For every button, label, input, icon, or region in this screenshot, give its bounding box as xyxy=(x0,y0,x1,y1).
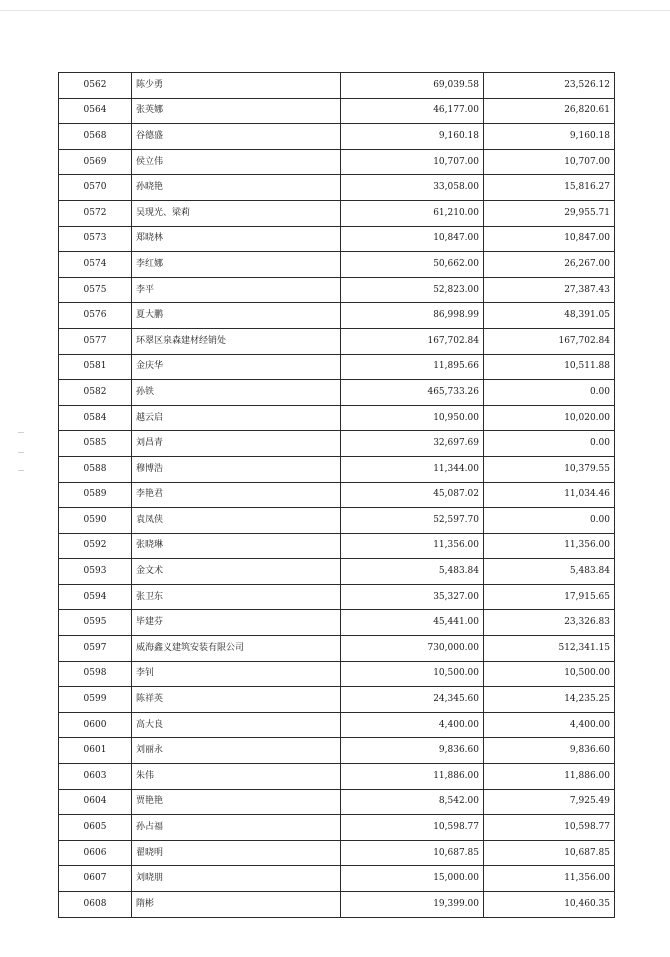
row-balance: 10,687.85 xyxy=(484,840,615,866)
row-balance: 512,341.15 xyxy=(484,636,615,662)
row-name: 李艳君 xyxy=(132,482,341,508)
row-balance: 10,707.00 xyxy=(484,149,615,175)
row-code: 0603 xyxy=(59,764,132,790)
row-amount: 465,733.26 xyxy=(341,380,484,406)
row-name: 隋彬 xyxy=(132,892,341,918)
table-row xyxy=(59,226,615,252)
row-amount: 69,039.58 xyxy=(341,73,484,99)
row-amount: 24,345.60 xyxy=(341,687,484,713)
table-row xyxy=(59,661,615,687)
table-row xyxy=(59,866,615,892)
row-name: 张卫东 xyxy=(132,584,341,610)
row-amount: 50,662.00 xyxy=(341,252,484,278)
row-name: 郑晓林 xyxy=(132,226,341,252)
row-code: 0594 xyxy=(59,584,132,610)
row-name: 孙铁 xyxy=(132,380,341,406)
row-name: 吴现光、梁莉 xyxy=(132,200,341,226)
ledger-body xyxy=(59,73,615,918)
row-balance: 15,816.27 xyxy=(484,175,615,201)
row-balance: 10,847.00 xyxy=(484,226,615,252)
row-amount: 730,000.00 xyxy=(341,636,484,662)
row-code: 0564 xyxy=(59,98,132,124)
row-amount: 45,441.00 xyxy=(341,610,484,636)
row-code: 0577 xyxy=(59,328,132,354)
row-name: 张晓琳 xyxy=(132,533,341,559)
margin-mark xyxy=(18,452,24,453)
table-row xyxy=(59,175,615,201)
row-amount: 15,000.00 xyxy=(341,866,484,892)
table-row xyxy=(59,610,615,636)
row-balance: 48,391.05 xyxy=(484,303,615,329)
row-name: 朱伟 xyxy=(132,764,341,790)
row-balance: 17,915.65 xyxy=(484,584,615,610)
row-amount: 11,895.66 xyxy=(341,354,484,380)
row-code: 0592 xyxy=(59,533,132,559)
table-row xyxy=(59,840,615,866)
row-balance: 0.00 xyxy=(484,380,615,406)
table-row xyxy=(59,252,615,278)
row-balance: 23,526.12 xyxy=(484,73,615,99)
row-name: 刘丽永 xyxy=(132,738,341,764)
row-code: 0607 xyxy=(59,866,132,892)
row-code: 0595 xyxy=(59,610,132,636)
row-amount: 10,707.00 xyxy=(341,149,484,175)
row-name: 刘晓朋 xyxy=(132,866,341,892)
row-name: 李平 xyxy=(132,277,341,303)
table-row xyxy=(59,456,615,482)
row-name: 穆博浩 xyxy=(132,456,341,482)
row-code: 0599 xyxy=(59,687,132,713)
row-code: 0600 xyxy=(59,712,132,738)
ledger-table xyxy=(58,72,615,918)
row-balance: 10,460.35 xyxy=(484,892,615,918)
row-amount: 61,210.00 xyxy=(341,200,484,226)
table-row xyxy=(59,764,615,790)
row-balance: 0.00 xyxy=(484,431,615,457)
row-code: 0581 xyxy=(59,354,132,380)
row-code: 0573 xyxy=(59,226,132,252)
row-name: 侯立伟 xyxy=(132,149,341,175)
row-name: 刘昌青 xyxy=(132,431,341,457)
table-row xyxy=(59,98,615,124)
row-balance: 26,267.00 xyxy=(484,252,615,278)
row-name: 翟晓明 xyxy=(132,840,341,866)
row-name: 毕建芬 xyxy=(132,610,341,636)
row-code: 0562 xyxy=(59,73,132,99)
page-top-edge xyxy=(0,0,670,11)
row-amount: 4,400.00 xyxy=(341,712,484,738)
row-balance: 10,598.77 xyxy=(484,815,615,841)
row-amount: 33,058.00 xyxy=(341,175,484,201)
row-amount: 86,998.99 xyxy=(341,303,484,329)
row-balance: 23,326.83 xyxy=(484,610,615,636)
table-row xyxy=(59,815,615,841)
row-balance: 11,356.00 xyxy=(484,866,615,892)
row-name: 孙晓艳 xyxy=(132,175,341,201)
table-row xyxy=(59,380,615,406)
row-code: 0572 xyxy=(59,200,132,226)
margin-mark xyxy=(18,470,24,471)
row-amount: 52,823.00 xyxy=(341,277,484,303)
row-balance: 11,034.46 xyxy=(484,482,615,508)
row-amount: 45,087.02 xyxy=(341,482,484,508)
row-code: 0582 xyxy=(59,380,132,406)
row-amount: 19,399.00 xyxy=(341,892,484,918)
row-code: 0590 xyxy=(59,508,132,534)
row-amount: 10,687.85 xyxy=(341,840,484,866)
row-code: 0606 xyxy=(59,840,132,866)
row-amount: 10,500.00 xyxy=(341,661,484,687)
row-code: 0605 xyxy=(59,815,132,841)
row-name: 袁凤侠 xyxy=(132,508,341,534)
row-name: 陈祥英 xyxy=(132,687,341,713)
table-row xyxy=(59,328,615,354)
row-amount: 5,483.84 xyxy=(341,559,484,585)
table-row xyxy=(59,892,615,918)
row-name: 李钊 xyxy=(132,661,341,687)
row-name: 威海鑫义建筑安装有限公司 xyxy=(132,636,341,662)
row-code: 0604 xyxy=(59,789,132,815)
table-row xyxy=(59,584,615,610)
row-balance: 9,836.60 xyxy=(484,738,615,764)
row-amount: 9,836.60 xyxy=(341,738,484,764)
table-row xyxy=(59,303,615,329)
row-balance: 14,235.25 xyxy=(484,687,615,713)
row-code: 0576 xyxy=(59,303,132,329)
row-code: 0570 xyxy=(59,175,132,201)
row-name: 陈少勇 xyxy=(132,73,341,99)
row-balance: 4,400.00 xyxy=(484,712,615,738)
row-name: 越云启 xyxy=(132,405,341,431)
row-amount: 10,598.77 xyxy=(341,815,484,841)
row-name: 李红娜 xyxy=(132,252,341,278)
row-amount: 11,886.00 xyxy=(341,764,484,790)
table-row xyxy=(59,789,615,815)
table-row xyxy=(59,559,615,585)
table-row xyxy=(59,482,615,508)
row-code: 0589 xyxy=(59,482,132,508)
table-row xyxy=(59,354,615,380)
row-code: 0575 xyxy=(59,277,132,303)
table-row xyxy=(59,738,615,764)
row-name: 高大良 xyxy=(132,712,341,738)
table-row xyxy=(59,73,615,99)
table-row xyxy=(59,712,615,738)
row-balance: 10,020.00 xyxy=(484,405,615,431)
row-name: 环翠区泉森建材经销处 xyxy=(132,328,341,354)
row-amount: 8,542.00 xyxy=(341,789,484,815)
row-amount: 32,697.69 xyxy=(341,431,484,457)
row-amount: 52,597.70 xyxy=(341,508,484,534)
row-code: 0597 xyxy=(59,636,132,662)
row-amount: 35,327.00 xyxy=(341,584,484,610)
row-code: 0608 xyxy=(59,892,132,918)
row-amount: 10,847.00 xyxy=(341,226,484,252)
table-row xyxy=(59,124,615,150)
row-balance: 0.00 xyxy=(484,508,615,534)
row-code: 0569 xyxy=(59,149,132,175)
row-balance: 10,379.55 xyxy=(484,456,615,482)
row-code: 0584 xyxy=(59,405,132,431)
row-balance: 27,387.43 xyxy=(484,277,615,303)
row-code: 0593 xyxy=(59,559,132,585)
table-row xyxy=(59,431,615,457)
table-row xyxy=(59,200,615,226)
row-code: 0601 xyxy=(59,738,132,764)
row-balance: 9,160.18 xyxy=(484,124,615,150)
row-balance: 29,955.71 xyxy=(484,200,615,226)
table-row xyxy=(59,533,615,559)
row-name: 孙占福 xyxy=(132,815,341,841)
row-balance: 5,483.84 xyxy=(484,559,615,585)
row-amount: 167,702.84 xyxy=(341,328,484,354)
row-name: 金文术 xyxy=(132,559,341,585)
row-code: 0585 xyxy=(59,431,132,457)
row-name: 金庆华 xyxy=(132,354,341,380)
table-row xyxy=(59,636,615,662)
row-balance: 167,702.84 xyxy=(484,328,615,354)
table-row xyxy=(59,508,615,534)
row-code: 0574 xyxy=(59,252,132,278)
row-balance: 10,511.88 xyxy=(484,354,615,380)
row-balance: 11,356.00 xyxy=(484,533,615,559)
row-balance: 26,820.61 xyxy=(484,98,615,124)
row-amount: 10,950.00 xyxy=(341,405,484,431)
table-row xyxy=(59,405,615,431)
row-amount: 11,344.00 xyxy=(341,456,484,482)
row-amount: 11,356.00 xyxy=(341,533,484,559)
row-balance: 11,886.00 xyxy=(484,764,615,790)
row-amount: 9,160.18 xyxy=(341,124,484,150)
table-row xyxy=(59,687,615,713)
row-name: 夏大鹏 xyxy=(132,303,341,329)
table-row xyxy=(59,149,615,175)
row-code: 0588 xyxy=(59,456,132,482)
row-balance: 10,500.00 xyxy=(484,661,615,687)
row-name: 贾艳艳 xyxy=(132,789,341,815)
row-code: 0598 xyxy=(59,661,132,687)
row-name: 谷德盛 xyxy=(132,124,341,150)
table-row xyxy=(59,277,615,303)
row-amount: 46,177.00 xyxy=(341,98,484,124)
row-name: 张英娜 xyxy=(132,98,341,124)
margin-mark xyxy=(18,432,24,433)
row-balance: 7,925.49 xyxy=(484,789,615,815)
row-code: 0568 xyxy=(59,124,132,150)
